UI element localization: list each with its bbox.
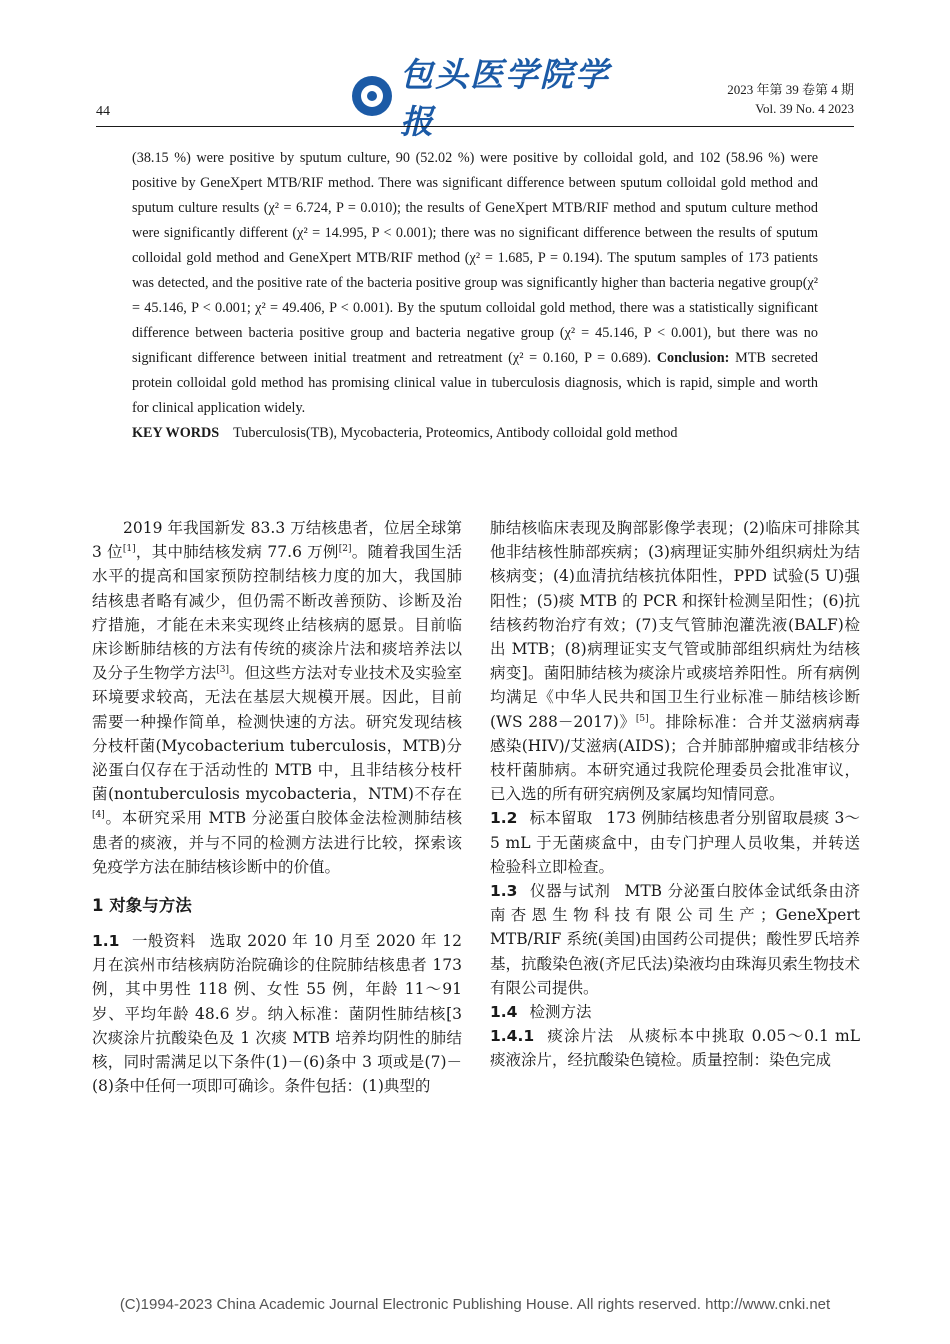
subsection-1-1: 1.1 一般资料 选取 2020 年 10 月至 2020 年 12 月在滨州市结核病防治院确诊的住院肺结核患者 173 例，其中男性 118 例、女性 55 例，年龄 11～91 岁、平均年龄 48.6 岁。纳入标准：菌阴性肺结核[3 次痰涂片抗酸染色及 1 次痰 MTB 培养均阴性的肺结核，同时需满足以下条件(1)－(6)条中 3 项或是(7)－(8)条中任何一项即可确诊。条件包括：(1)典型的 (92, 932, 462, 1096)
journal-emblem-icon (352, 76, 392, 116)
subsection-1-4: 1.4 检测方法 (490, 1003, 592, 1022)
issue-en: Vol. 39 No. 4 2023 (755, 101, 854, 116)
issue-info (727, 80, 854, 118)
right-column (490, 516, 860, 1073)
intro-paragraph: 2019 年我国新发 83.3 万结核患者，位居全球第 3 位[1]，其中肺结核发病 77.6 万例[2]。随着我国生活水平的提高和国家预防控制结核力度的加大，我国肺结核患者略有减少，但仍需不断改善预防、诊断及治疗措施，才能在未来实现终止结核病的愿景。目前临床诊断肺结核的方法有传统的痰涂片法和痰培养法以及分子生物学方法[3]。但这些方法对专业技术及实验室环境要求较高，无法在基层大规模开展。因此，目前需要一种操作简单，检测快速的方法。研究发现结核分枝杆菌(Mycobacterium tuberculosis，MTB)分泌蛋白仅存在于活动性的 MTB 中，且非结核分枝杆菌(nontuberculosis mycobacteria，NTM)不存在[4]。本研究采用 MTB 分泌蛋白胶体金法检测肺结核患者的痰液，并与不同的检测方法进行比较，探索该免疫学方法在肺结核诊断中的价值。 (92, 519, 462, 876)
keywords (132, 421, 818, 446)
left-column (92, 516, 462, 1098)
issue-cn: 2023 年第 39 卷第 4 期 (727, 82, 854, 97)
subsection-1-2: 1.2 标本留取 173 例肺结核患者分别留取晨痰 3～5 mL 于无菌痰盒中，由专门护理人员收集，并转送检验科立即检查。 (490, 809, 860, 876)
criteria-continued: 肺结核临床表现及胸部影像学表现；(2)临床可排除其他非结核性肺部疾病；(3)病理证实肺外组织病灶为结核病变；(4)血清抗结核抗体阳性，PPD 试验(5 U)强阳性；(5)痰 MTB 的 PCR 和探针检测呈阳性；(6)抗结核药物治疗有效；(7)支气管肺泡灌洗液(BALF)检出 MTB；(8)病理证实支气管或肺部组织病灶为结核病变]。菌阳肺结核为痰涂片或痰培养阳性。所有病例均满足《中华人民共和国卫生行业标准－肺结核诊断(WS 288－2017)》[5]。排除标准：合并艾滋病病毒感染(HIV)/艾滋病(AIDS)；合并肺部肿瘤或非结核分枝杆菌肺病。本研究通过我院伦理委员会批准审议，已入选的所有研究病例及家属均知情同意。 (490, 519, 860, 804)
conclusion-label: Conclusion: (656, 350, 730, 366)
page-header (0, 0, 950, 141)
copyright-footer: (C)1994-2023 China Academic Journal Electronic Publishing House. All rights reserved. http://www.cnki.net (119, 1296, 831, 1313)
keywords-label: KEY WORDS (132, 425, 220, 441)
subsection-1-4-1: 1.4.1 痰涂片法 从痰标本中挑取 0.05～0.1 mL 痰液涂片，经抗酸染色镜检。质量控制：染色完成 (490, 1027, 860, 1070)
citation[interactable]: [2] (338, 544, 352, 555)
keywords-text: Tuberculosis(TB), Mycobacteria, Proteomics, Antibody colloidal gold method (233, 425, 678, 441)
citation[interactable]: [1] (122, 544, 136, 555)
header-rule (96, 126, 854, 127)
english-abstract (132, 146, 818, 446)
subsection-1-3: 1.3 仪器与试剂 MTB 分泌蛋白胶体金试纸条由济南杏恩生物科技有限公司生产；GeneXpert MTB/RIF 系统(美国)由国药公司提供；酸性罗氏培养基，抗酸染色液(齐尼氏法)染液均由珠海贝索生物技术有限公司提供。 (490, 882, 860, 997)
citation[interactable]: [5] (635, 713, 649, 724)
section-heading: 1 对象与方法 (92, 896, 192, 916)
conclusion-text: MTB secreted protein colloidal gold method has promising clinical value in tuberculosis diagnosis, which is rapid, simple and worth for clinical application widely. (132, 350, 819, 416)
journal-name: 包头医学院学报 (400, 55, 610, 141)
abstract-results: (38.15 %) were positive by sputum culture, 90 (52.02 %) were positive by colloidal gold, and 102 (58.96 %) were positive by GeneXpert MTB/RIF method. There was significant difference between sputum colloidal gold method and sputum culture results (χ² = 6.724, P = 0.010); the results of GeneXpert MTB/RIF method and sputum culture method were significantly different (χ² = 14.995, P < 0.001); there was no significant difference between the results of sputum colloidal gold method and GeneXpert MTB/RIF method (χ² = 1.685, P = 0.194). The sputum samples of 173 patients was detected, and the positive rate of the bacteria positive group was significantly higher than bacteria negative group(χ² = 45.146, P < 0.001; χ² = 49.406, P < 0.001). By the sputum colloidal gold method, there was a statistically significant difference between bacteria positive group and bacteria negative group (χ² = 45.146, P < 0.001), but there was no significant difference between initial treatment and retreatment (χ² = 0.160, P = 0.689). Conclusion: MTB secreted protein colloidal gold method has promising clinical value in tuberculosis diagnosis, which is rapid, simple and worth for clinical application widely. (132, 150, 819, 416)
page-number: 44 (96, 104, 110, 119)
citation[interactable]: [4] (92, 810, 105, 821)
journal-logo (352, 55, 612, 141)
citation[interactable]: [3] (216, 665, 230, 676)
